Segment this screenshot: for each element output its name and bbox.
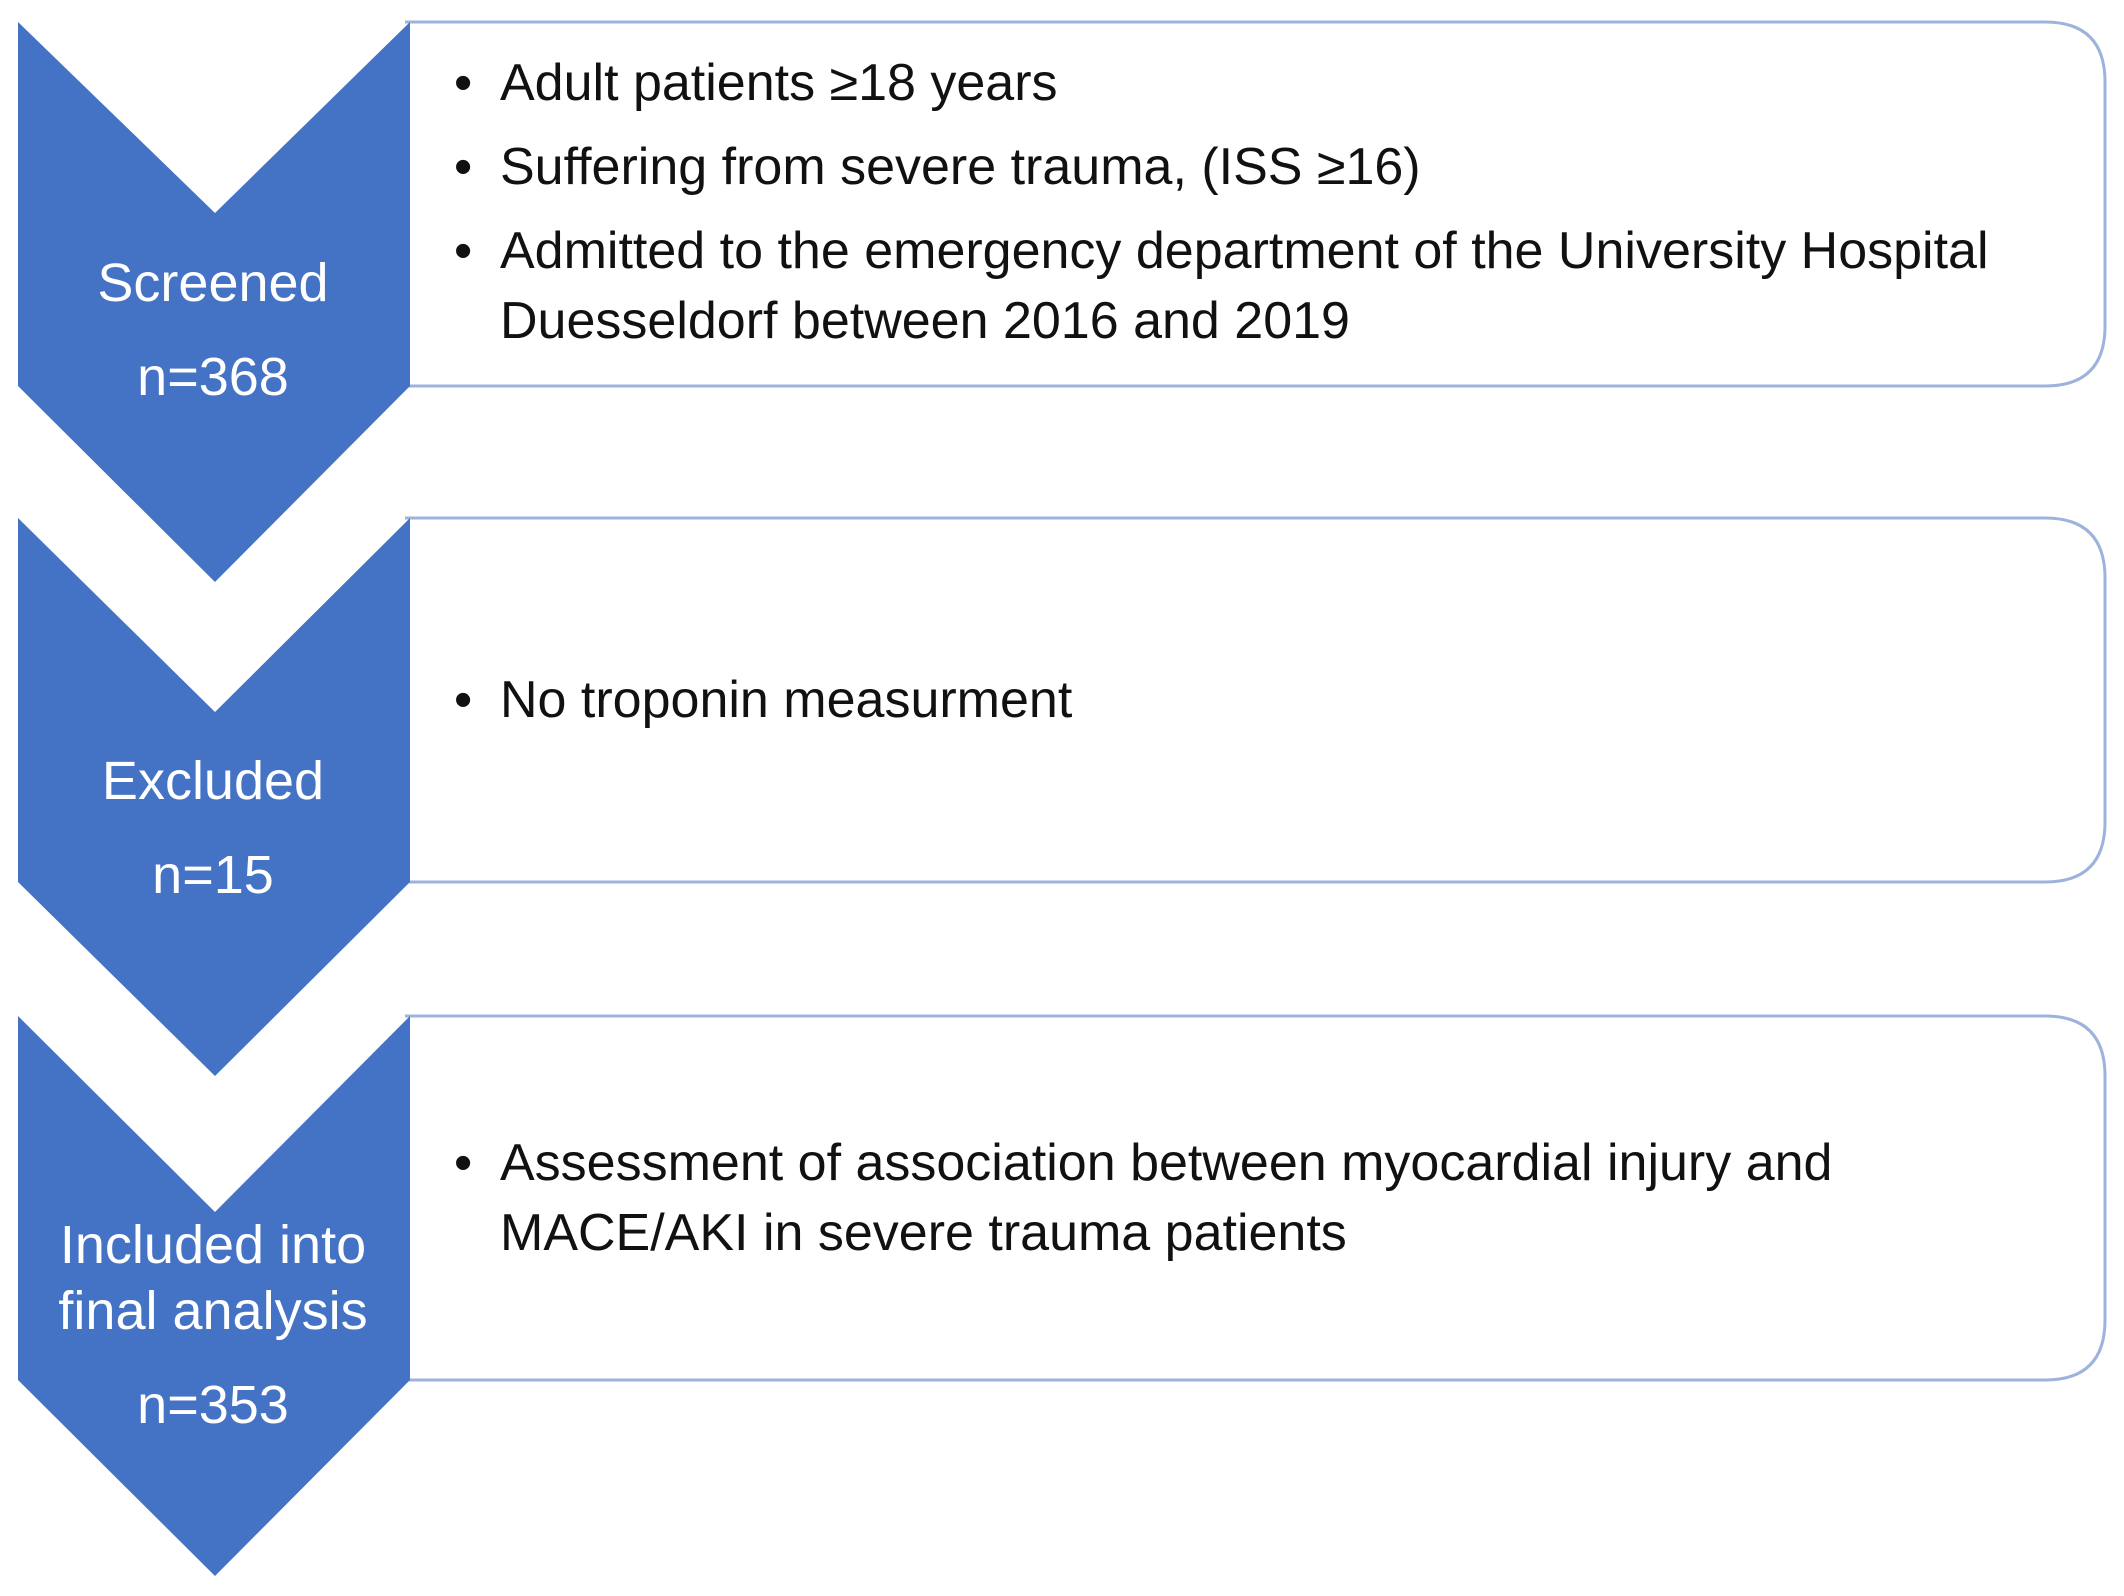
criteria-text: Adult patients ≥18 years [500, 54, 1058, 112]
stage-count: n=368 [137, 347, 289, 407]
list-item [450, 216, 2070, 356]
list-item [450, 665, 2070, 735]
stage-title: Excluded [101, 751, 325, 811]
list-item [450, 132, 2070, 202]
criteria-text: Admitted to the emergency department of the University Hospital Duesseldorf between 2016 and 2019 [500, 222, 1989, 350]
stage-label-screened [18, 250, 408, 410]
bullet-icon: • [454, 222, 473, 280]
stage-title: Screened [97, 253, 329, 313]
bullet-icon: • [454, 1134, 473, 1192]
list-item [450, 1128, 2070, 1268]
list-item [450, 48, 2070, 118]
stage-title-line-1: Included into [59, 1215, 367, 1275]
stage-title-line-2: final analysis [58, 1281, 368, 1341]
stage-label-included [18, 1212, 408, 1438]
bullet-icon: • [454, 138, 473, 196]
stage-label-excluded [18, 748, 408, 908]
stage-count: n=353 [137, 1375, 289, 1435]
bullet-icon: • [454, 671, 473, 729]
criteria-text: Suffering from severe trauma, (ISS ≥16) [500, 138, 1421, 196]
criteria-list-included [450, 1128, 2070, 1282]
criteria-text: Assessment of association between myocardial injury and MACE/AKI in severe trauma patients [500, 1134, 1833, 1262]
stage-count: n=15 [152, 845, 274, 905]
criteria-text: No troponin measurment [500, 671, 1073, 729]
criteria-list-excluded [450, 665, 2070, 749]
criteria-list-screened [450, 48, 2070, 370]
bullet-icon: • [454, 54, 473, 112]
